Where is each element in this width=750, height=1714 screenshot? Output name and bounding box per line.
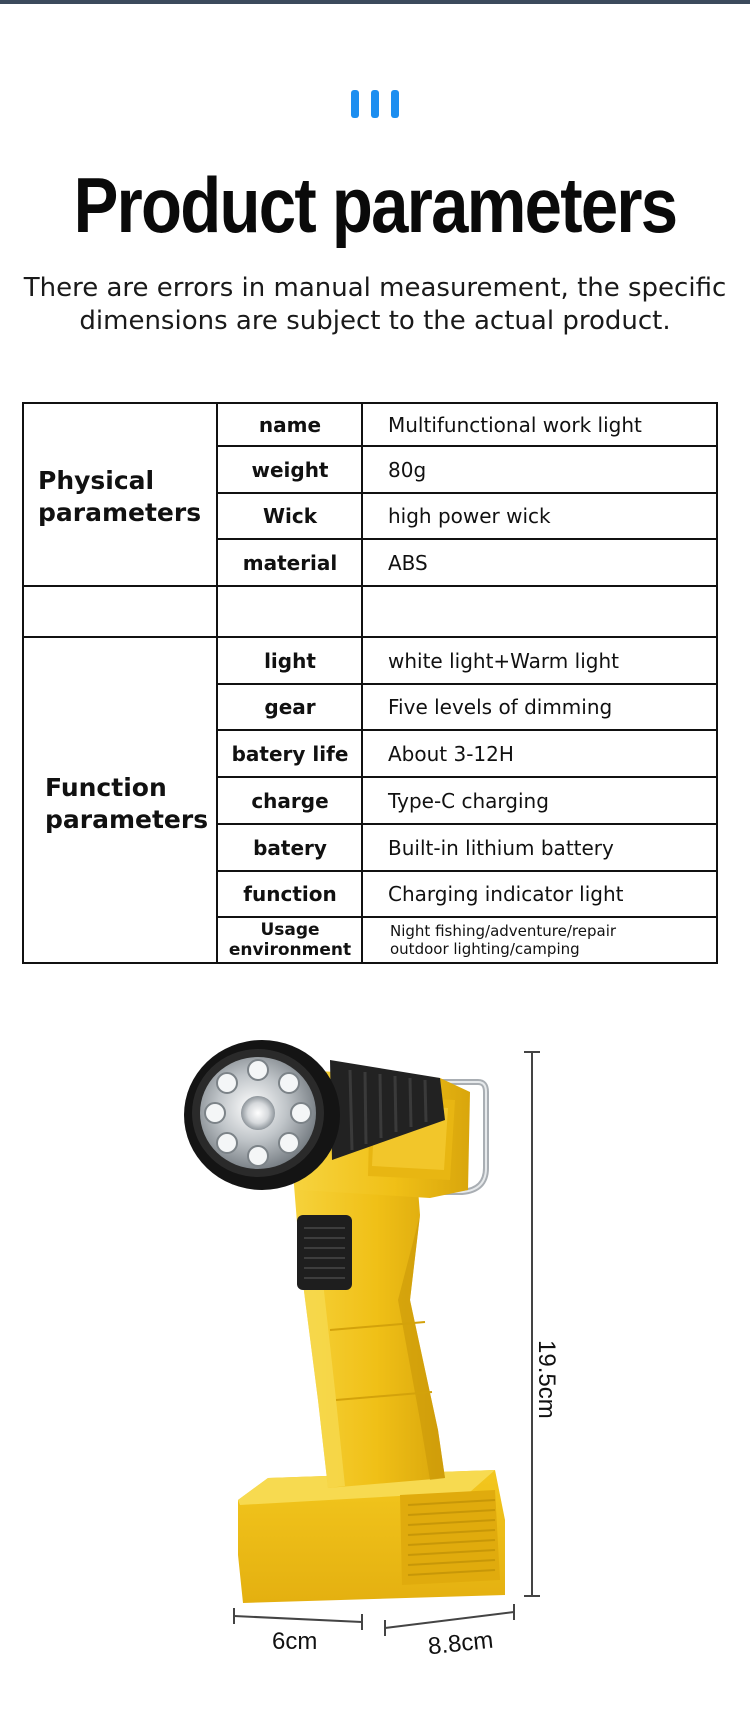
led-cluster-icon [205, 1060, 311, 1166]
param-key-light: light [264, 648, 316, 673]
top-border [0, 0, 750, 4]
disclaimer-line-2: dimensions are subject to the actual product. [79, 306, 671, 336]
param-value-battery-life: About 3-12H [388, 741, 514, 766]
param-key-gear: gear [264, 695, 316, 719]
param-value-function: Charging indicator light [388, 882, 624, 906]
work-light-image [0, 1000, 750, 1710]
depth-label: 8.8cm [426, 1626, 495, 1661]
page-title: Product parameters [73, 161, 677, 249]
param-value-gear: Five levels of dimming [388, 695, 613, 719]
param-value-name: Multifunctional work light [388, 412, 642, 437]
disclaimer-text [10, 272, 740, 338]
param-key-material: material [242, 550, 338, 575]
param-key-usage-environment: Usage environment [228, 920, 352, 960]
param-value-battery: Built-in lithium battery [388, 835, 614, 860]
param-key-battery: batery [253, 835, 327, 860]
group-function-parameters: Function parameters [45, 773, 209, 834]
product-dimension-illustration [0, 1000, 750, 1710]
param-value-light: white light+Warm light [388, 648, 619, 673]
param-value-material: ABS [388, 550, 428, 575]
param-key-charge: charge [251, 788, 329, 813]
param-value-charge: Type-C charging [388, 788, 549, 813]
param-value-wick: high power wick [388, 504, 551, 528]
param-value-weight: 80g [388, 457, 427, 482]
parameters-table [22, 402, 718, 964]
group-physical-parameters: Physical parameters [38, 466, 202, 527]
accent-bars-icon [351, 90, 399, 118]
disclaimer-line-1: There are errors in manual measurement, the specific [23, 273, 727, 303]
height-label: 19.5cm [533, 1340, 560, 1419]
param-key-function: function [243, 882, 337, 906]
param-key-weight: weight [251, 457, 329, 482]
width-label: 6cm [272, 1628, 318, 1655]
param-value-usage-environment: Night fishing/adventure/repair outdoor lighting/camping [390, 922, 617, 958]
height-dimension-line [524, 1052, 540, 1596]
param-key-name: name [258, 412, 322, 437]
param-key-battery-life: batery life [231, 741, 349, 766]
param-key-wick: Wick [262, 504, 318, 528]
width-dimension-line [234, 1608, 362, 1630]
